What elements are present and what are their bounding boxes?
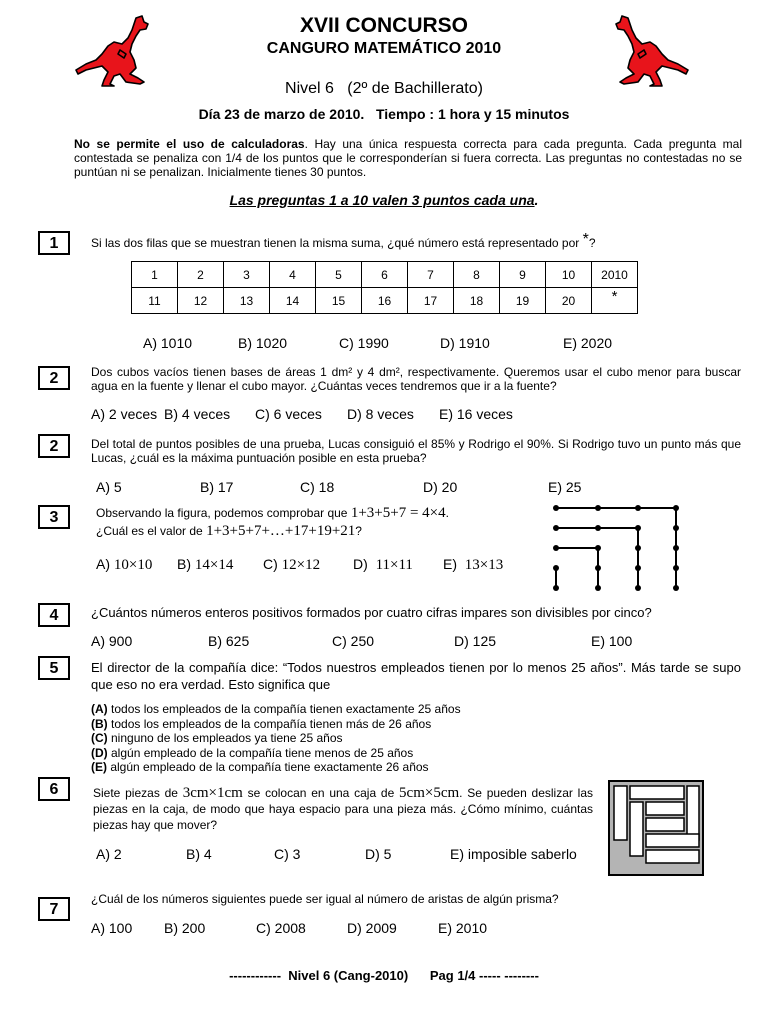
table-cell: 5 [316, 262, 362, 288]
q5-option-a-text: todos los empleados de la compañía tienen exactamente 25 años [107, 702, 461, 716]
table-cell: 6 [362, 262, 408, 288]
q5-option-d-text: algún empleado de la compañía tiene menos de 25 años [107, 745, 414, 760]
q2b-option-d[interactable]: D) 20 [423, 479, 458, 495]
table-cell: * [592, 288, 638, 314]
q1-option-a[interactable]: A) 1010 [143, 335, 193, 351]
table-cell: 20 [546, 288, 592, 314]
rules-bold: No se permite el uso de calculadoras [74, 137, 305, 151]
section-heading [0, 192, 768, 208]
q6-option-b[interactable]: B) 4 [186, 846, 212, 862]
question-number-4: 4 [38, 603, 70, 627]
q3-option-e[interactable] [443, 556, 503, 574]
q3-line-1 [96, 506, 536, 520]
q7-option-a[interactable]: A) 100 [91, 920, 133, 936]
q2b-option-c[interactable]: C) 18 [300, 479, 335, 495]
q5-option-e[interactable] [91, 760, 461, 775]
date-time: Día 23 de marzo de 2010. Tiempo : 1 hora y 15 minutos [198, 106, 570, 122]
q3-option-c-label: C) [263, 556, 278, 572]
q3-expr-2: 1+3+5+7+…+17+19+21 [206, 523, 356, 539]
table-row [132, 262, 638, 288]
q1-question-mark: ? [588, 236, 596, 250]
q2a-option-a[interactable]: A) 2 veces [91, 406, 158, 422]
table-cell: 15 [316, 288, 362, 314]
q7-option-b[interactable]: B) 200 [164, 920, 206, 936]
q2b-option-e[interactable]: E) 25 [548, 479, 582, 495]
q3-option-a-value: 10×10 [113, 557, 153, 573]
q4-option-c[interactable]: C) 250 [332, 633, 375, 649]
q3-expr-1: 1+3+5+7 = 4×4 [350, 505, 446, 521]
q5-option-c[interactable] [91, 731, 461, 746]
table-cell: 13 [224, 288, 270, 314]
q5-option-b-text: todos los empleados de la compañía tienen más de 26 años [107, 716, 432, 731]
rules-text: . Hay una única respuesta correcta para cada pregunta. Cada pregunta mal contestada se penaliza con 1/4 de los puntos que le corresponderían si fuera correcta. Las preguntas no contestadas no se puntúan ni se penalizan. Inicialmente tienes 30 puntos. [74, 137, 742, 179]
q6-math-1: 3cm×1cm [182, 785, 243, 801]
table-cell: 10 [546, 262, 592, 288]
q3-option-d[interactable] [353, 556, 413, 574]
question-number-2b: 2 [38, 434, 70, 458]
table-cell: 18 [454, 288, 500, 314]
q3-option-a-label: A) [96, 556, 110, 572]
q3-line-2-qmark: ? [355, 524, 362, 538]
table-cell: 3 [224, 262, 270, 288]
q5-option-a-label: (A) [91, 702, 108, 716]
q1-number-table [131, 261, 638, 314]
level-label: Nivel 6 (2º de Bachillerato) [285, 80, 483, 97]
q1-option-e[interactable]: E) 2020 [563, 335, 613, 351]
table-row [132, 288, 638, 314]
question-number-7: 7 [38, 897, 70, 921]
question-number-2a: 2 [38, 366, 70, 390]
q2b-option-a[interactable]: A) 5 [96, 479, 122, 495]
q5-options-list [91, 702, 461, 775]
q4-option-a[interactable]: A) 900 [91, 633, 133, 649]
q4-option-b[interactable]: B) 625 [208, 633, 250, 649]
q3-option-a[interactable] [96, 556, 152, 574]
q1-option-d[interactable]: D) 1910 [440, 335, 490, 351]
q6-option-a[interactable]: A) 2 [96, 846, 122, 862]
q5-option-d[interactable] [91, 746, 461, 761]
question-4-text: ¿Cuántos números enteros positivos formados por cuatro cifras impares son divisibles por cinco? [91, 605, 652, 620]
q7-option-e[interactable]: E) 2010 [438, 920, 488, 936]
question-1-text [91, 231, 741, 250]
q7-option-c[interactable]: C) 2008 [256, 920, 306, 936]
q6-text-2: se colocan en una caja de [242, 786, 400, 800]
contest-title: XVII CONCURSO [299, 14, 469, 37]
q3-option-e-label: E) [443, 556, 457, 572]
q3-option-d-value: 11×11 [375, 557, 413, 573]
page-footer: ------------ Nivel 6 (Cang-2010) Pag 1/4 ----- -------- [229, 968, 539, 983]
q3-option-b-value: 14×14 [194, 557, 234, 573]
q5-option-b-label: (B) [91, 716, 108, 731]
table-cell: 8 [454, 262, 500, 288]
question-number-6: 6 [38, 777, 70, 801]
q1-text: Si las dos filas que se muestran tienen la misma suma, ¿qué número está representado por [91, 236, 583, 250]
q1-star: * [582, 231, 589, 248]
q3-line-1-text: Observando la figura, podemos comprobar que [96, 506, 351, 520]
q3-option-c[interactable] [263, 556, 320, 574]
q6-option-d[interactable]: D) 5 [365, 846, 392, 862]
q3-line-1-dot: . [445, 506, 449, 520]
q6-option-e[interactable]: E) imposible saberlo [450, 846, 577, 862]
q3-option-b[interactable] [177, 556, 233, 574]
table-cell: 12 [178, 288, 224, 314]
table-cell: 9 [500, 262, 546, 288]
q5-option-a[interactable] [91, 702, 461, 717]
q5-option-c-label: (C) [91, 731, 108, 745]
section-heading-text: Las preguntas 1 a 10 valen 3 puntos cada una [229, 192, 535, 208]
q6-box-figure [608, 780, 704, 876]
q1-option-b[interactable]: B) 1020 [238, 335, 288, 351]
table-cell: 14 [270, 288, 316, 314]
q2a-option-e[interactable]: E) 16 veces [439, 406, 513, 422]
q5-option-e-text: algún empleado de la compañía tiene exactamente 26 años [107, 760, 429, 774]
q5-option-c-text: ninguno de los empleados ya tiene 25 años [107, 731, 343, 745]
q4-option-d[interactable]: D) 125 [454, 633, 497, 649]
q5-option-e-label: (E) [91, 760, 107, 774]
table-cell: 2010 [592, 262, 638, 288]
q6-text-3: . Se pueden deslizar las piezas en la caja, de modo que haya espacio para una pieza más. ¿Cómo mínimo, cuántas piezas hay que mover? [93, 786, 593, 832]
q2a-option-c[interactable]: C) 6 veces [255, 406, 322, 422]
table-cell: 11 [132, 288, 178, 314]
q6-option-c[interactable]: C) 3 [274, 846, 301, 862]
question-number-1: 1 [38, 231, 70, 255]
table-cell: 16 [362, 288, 408, 314]
table-cell: 4 [270, 262, 316, 288]
q6-text-1: Siete piezas de [93, 786, 183, 800]
question-7-text: ¿Cuál de los números siguientes puede ser igual al número de aristas de algún prisma? [91, 892, 559, 906]
table-cell: 17 [408, 288, 454, 314]
table-cell: 7 [408, 262, 454, 288]
question-number-5: 5 [38, 656, 70, 680]
q6-math-2: 5cm×5cm [399, 785, 460, 801]
question-number-3: 3 [38, 505, 70, 529]
q1-option-c[interactable]: C) 1990 [339, 335, 389, 351]
q5-option-d-label: (D) [91, 745, 108, 760]
contest-subtitle: CANGURO MATEMÁTICO 2010 [266, 40, 502, 57]
question-2b-text: Del total de puntos posibles de una prueba, Lucas consiguió el 85% y Rodrigo el 90%. Si Rodrigo tuvo un punto más que Lucas, ¿cuál es la máxima puntuación posible en esta prueba? [91, 437, 741, 465]
q3-option-c-value: 12×12 [281, 557, 321, 573]
q2a-option-b[interactable]: B) 4 veces [164, 406, 231, 422]
q7-option-d[interactable]: D) 2009 [347, 920, 397, 936]
q3-option-d-label: D) [353, 556, 368, 572]
q4-option-e[interactable]: E) 100 [591, 633, 633, 649]
table-cell: 1 [132, 262, 178, 288]
rules-paragraph [74, 137, 742, 179]
q3-dot-figure [548, 500, 688, 596]
q5-option-b[interactable] [91, 717, 461, 732]
q2a-option-d[interactable]: D) 8 veces [347, 406, 414, 422]
question-2a-text: Dos cubos vacíos tienen bases de áreas 1 dm² y 4 dm², respectivamente. Queremos usar el cubo menor para buscar agua en la fuente y llenar el cubo mayor. ¿Cuántas veces tendremos que ir a la fuente? [91, 365, 741, 393]
table-cell: 19 [500, 288, 546, 314]
q3-option-b-label: B) [177, 556, 191, 572]
q3-option-e-value: 13×13 [464, 557, 504, 573]
table-cell: 2 [178, 262, 224, 288]
q3-line-2 [96, 524, 536, 538]
question-5-text: El director de la compañía dice: “Todos nuestros empleados tienen por lo menos 25 años”. Más tarde se supo que eso no era verdad. Esto significa que [91, 660, 741, 692]
section-heading-dot: . [534, 192, 539, 208]
q3-line-2-text: ¿Cuál es el valor de [96, 524, 207, 538]
question-6-text [93, 785, 593, 833]
q2b-option-b[interactable]: B) 17 [200, 479, 234, 495]
